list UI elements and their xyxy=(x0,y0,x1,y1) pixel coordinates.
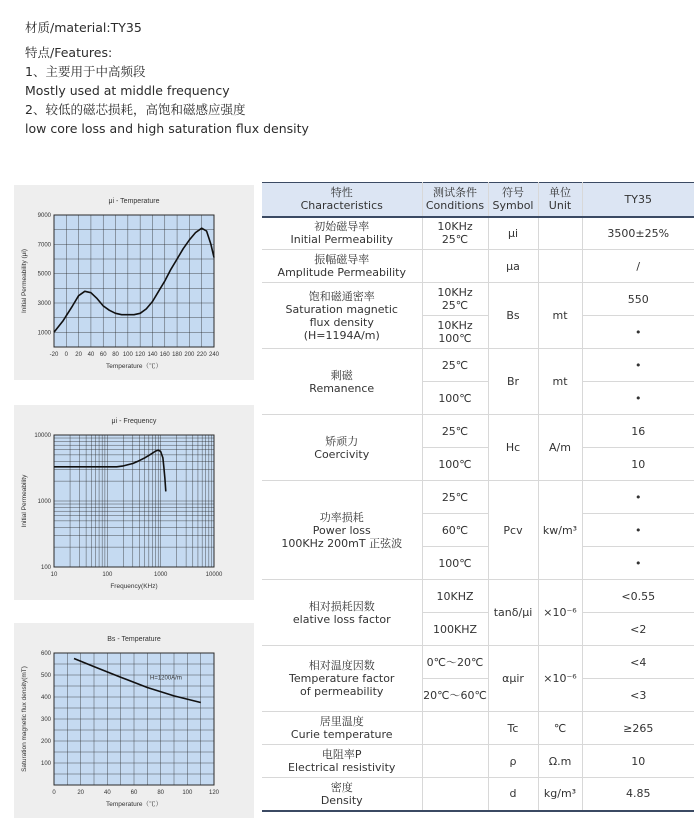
x-tick-label: 240 xyxy=(208,352,220,358)
header-symbol: 符号 Symbol xyxy=(488,183,538,217)
x-tick-label: 60 xyxy=(130,790,138,796)
x-tick-label: 0 xyxy=(64,352,68,358)
x-tick-label: 200 xyxy=(184,352,195,358)
y-tick-label: 7000 xyxy=(37,242,51,249)
cond-cell: 10KHz 25℃ xyxy=(422,283,488,316)
char-cell: 初始磁导率 Initial Permeability xyxy=(262,217,422,250)
x-tick-label: 60 xyxy=(99,352,107,358)
header-unit: 单位 Unit xyxy=(538,183,582,217)
y-tick-label: 100 xyxy=(40,761,51,767)
y-tick-label: 500 xyxy=(40,673,51,679)
chart-title: μi - Frequency xyxy=(111,418,157,425)
table-row xyxy=(262,349,694,382)
cond-cell xyxy=(422,745,488,778)
x-tick-label: 80 xyxy=(157,790,165,796)
y-tick-label: 5000 xyxy=(37,271,51,278)
unit-cell: Ω.m xyxy=(538,745,582,778)
unit-cell: ℃ xyxy=(538,712,582,745)
unit-cell: ×10⁻⁶ xyxy=(538,580,582,646)
header-conditions: 测试条件 Conditions xyxy=(422,183,488,217)
y-tick-label: 300 xyxy=(40,717,51,723)
char-cell: 饱和磁通密率 Saturation magnetic flux density (H=1194A/m) xyxy=(262,283,422,349)
spec-table xyxy=(262,182,694,812)
x-tick-label: 0 xyxy=(52,790,56,796)
feature-2-cn: 2、较低的磁芯损耗，高饱和磁感应强度 xyxy=(25,102,246,117)
cond-cell: 10KHz 25℃ xyxy=(422,217,488,250)
cond-cell xyxy=(422,712,488,745)
table-row xyxy=(262,712,694,745)
symbol-cell: μi xyxy=(488,217,538,250)
cond-cell: 0℃～20℃ xyxy=(422,646,488,679)
value-cell: <4 xyxy=(582,646,694,679)
unit-cell: kg/m³ xyxy=(538,778,582,811)
cond-cell xyxy=(422,250,488,283)
mui-frequency-chart xyxy=(14,405,254,600)
cond-cell: 100℃ xyxy=(422,547,488,580)
chart-panel-mui-temperature xyxy=(14,185,254,380)
value-cell: <2 xyxy=(582,613,694,646)
char-cell: 功率损耗 Power loss 100KHz 200mT 正弦波 xyxy=(262,481,422,580)
x-tick-label: 140 xyxy=(147,352,158,358)
value-cell: 3500±25% xyxy=(582,217,694,250)
intro-text xyxy=(25,18,309,138)
unit-cell: ×10⁻⁶ xyxy=(538,646,582,712)
symbol-cell: Tc xyxy=(488,712,538,745)
cond-cell: 100KHZ xyxy=(422,613,488,646)
x-tick-label: 100 xyxy=(102,572,113,578)
x-tick-label: 40 xyxy=(87,352,95,358)
value-cell: 4.85 xyxy=(582,778,694,811)
y-tick-label: 10000 xyxy=(34,433,51,439)
x-tick-label: 120 xyxy=(208,790,220,796)
x-tick-label: -20 xyxy=(49,352,59,358)
feature-1-en: Mostly used at middle frequency xyxy=(25,83,230,98)
value-cell: 10 xyxy=(582,448,694,481)
x-tick-label: 160 xyxy=(159,352,170,358)
cond-cell: 10KHZ xyxy=(422,580,488,613)
cond-cell: 25℃ xyxy=(422,481,488,514)
chart-title: Bs - Temperature xyxy=(107,636,161,643)
symbol-cell: ρ xyxy=(488,745,538,778)
cond-cell: 100℃ xyxy=(422,382,488,415)
chart-annotation: H=1200A/m xyxy=(150,675,182,682)
symbol-cell: μa xyxy=(488,250,538,283)
value-cell: <0.55 xyxy=(582,580,694,613)
table-row xyxy=(262,283,694,316)
cond-cell xyxy=(422,778,488,811)
symbol-cell: d xyxy=(488,778,538,811)
y-tick-label: 9000 xyxy=(37,213,51,219)
symbol-cell: Hc xyxy=(488,415,538,481)
bs-temperature-chart xyxy=(14,623,254,818)
cond-cell: 25℃ xyxy=(422,349,488,382)
table-row xyxy=(262,217,694,250)
chart-title: μi - Temperature xyxy=(108,198,160,205)
material-label: 材质/material:TY35 xyxy=(25,20,142,35)
symbol-cell: Pcv xyxy=(488,481,538,580)
x-tick-label: 10 xyxy=(50,572,58,578)
chart-panel-mui-frequency xyxy=(14,405,254,600)
table-row xyxy=(262,646,694,679)
unit-cell xyxy=(538,217,582,250)
value-cell: • xyxy=(582,316,694,349)
y-tick-label: 100 xyxy=(40,565,51,571)
y-tick-label: 200 xyxy=(40,739,51,745)
y-tick-label: 400 xyxy=(40,695,51,701)
value-cell: ≥265 xyxy=(582,712,694,745)
x-tick-label: 180 xyxy=(172,352,183,358)
value-cell: / xyxy=(582,250,694,283)
header-material: TY35 xyxy=(582,183,694,217)
char-cell: 矫顽力 Coercivity xyxy=(262,415,422,481)
x-tick-label: 40 xyxy=(103,790,111,796)
char-cell: 相对损耗因数 elative loss factor xyxy=(262,580,422,646)
y-tick-label: 3000 xyxy=(37,301,51,307)
char-cell: 振幅磁导率 Amplitude Permeability xyxy=(262,250,422,283)
x-axis-label: Temperature（℃） xyxy=(106,363,162,370)
x-tick-label: 220 xyxy=(196,352,207,358)
x-axis-label: Temperature（℃） xyxy=(106,801,162,808)
table-row xyxy=(262,415,694,448)
y-axis-label: Initial Permeability (μi) xyxy=(21,248,28,314)
symbol-cell: tanδ/μi xyxy=(488,580,538,646)
value-cell: 550 xyxy=(582,283,694,316)
char-cell: 相对温度因数 Temperature factor of permeability xyxy=(262,646,422,712)
y-tick-label: 600 xyxy=(40,651,51,657)
value-cell: 16 xyxy=(582,415,694,448)
y-tick-label: 1000 xyxy=(37,499,51,505)
feature-1-cn: 1、主要用于中高频段 xyxy=(25,64,146,79)
table-row xyxy=(262,580,694,613)
chart-panel-bs-temperature xyxy=(14,623,254,818)
unit-cell: mt xyxy=(538,283,582,349)
char-cell: 电阻率P Electrical resistivity xyxy=(262,745,422,778)
x-tick-label: 120 xyxy=(135,352,146,358)
table-row xyxy=(262,481,694,514)
y-tick-label: 1000 xyxy=(37,330,51,337)
char-cell: 剩磁 Remanence xyxy=(262,349,422,415)
x-tick-label: 20 xyxy=(77,790,85,796)
mui-temperature-chart xyxy=(14,185,254,380)
cond-cell: 25℃ xyxy=(422,415,488,448)
x-tick-label: 80 xyxy=(112,352,119,358)
value-cell: • xyxy=(582,349,694,382)
value-cell: 10 xyxy=(582,745,694,778)
table-row xyxy=(262,250,694,283)
x-tick-label: 10000 xyxy=(205,572,223,578)
cond-cell: 10KHz 100℃ xyxy=(422,316,488,349)
symbol-cell: Br xyxy=(488,349,538,415)
x-tick-label: 1000 xyxy=(153,572,168,578)
x-tick-label: 100 xyxy=(182,790,193,796)
value-cell: <3 xyxy=(582,679,694,712)
unit-cell xyxy=(538,250,582,283)
x-axis-label: Frequency(KHz) xyxy=(110,583,158,590)
x-tick-label: 20 xyxy=(75,352,82,358)
symbol-cell: αμir xyxy=(488,646,538,712)
y-axis-label: Initial Permeability xyxy=(21,474,28,528)
feature-2-en: low core loss and high saturation flux density xyxy=(25,121,309,136)
table-row xyxy=(262,778,694,811)
cond-cell: 20℃～60℃ xyxy=(422,679,488,712)
char-cell: 密度 Density xyxy=(262,778,422,811)
table-row xyxy=(262,745,694,778)
x-tick-label: 100 xyxy=(122,352,133,358)
unit-cell: mt xyxy=(538,349,582,415)
unit-cell: kw/m³ xyxy=(538,481,582,580)
table-header-row xyxy=(262,183,694,217)
value-cell: • xyxy=(582,382,694,415)
value-cell: • xyxy=(582,547,694,580)
value-cell: • xyxy=(582,481,694,514)
features-label: 特点/Features: xyxy=(25,45,113,60)
y-axis-label: Saturation magnetic flux density(mT) xyxy=(21,666,28,772)
value-cell: • xyxy=(582,514,694,547)
char-cell: 居里温度 Curie temperature xyxy=(262,712,422,745)
plot-area xyxy=(54,215,214,347)
cond-cell: 100℃ xyxy=(422,448,488,481)
unit-cell: A/m xyxy=(538,415,582,481)
symbol-cell: Bs xyxy=(488,283,538,349)
header-characteristics: 特性 Characteristics xyxy=(262,183,422,217)
cond-cell: 60℃ xyxy=(422,514,488,547)
